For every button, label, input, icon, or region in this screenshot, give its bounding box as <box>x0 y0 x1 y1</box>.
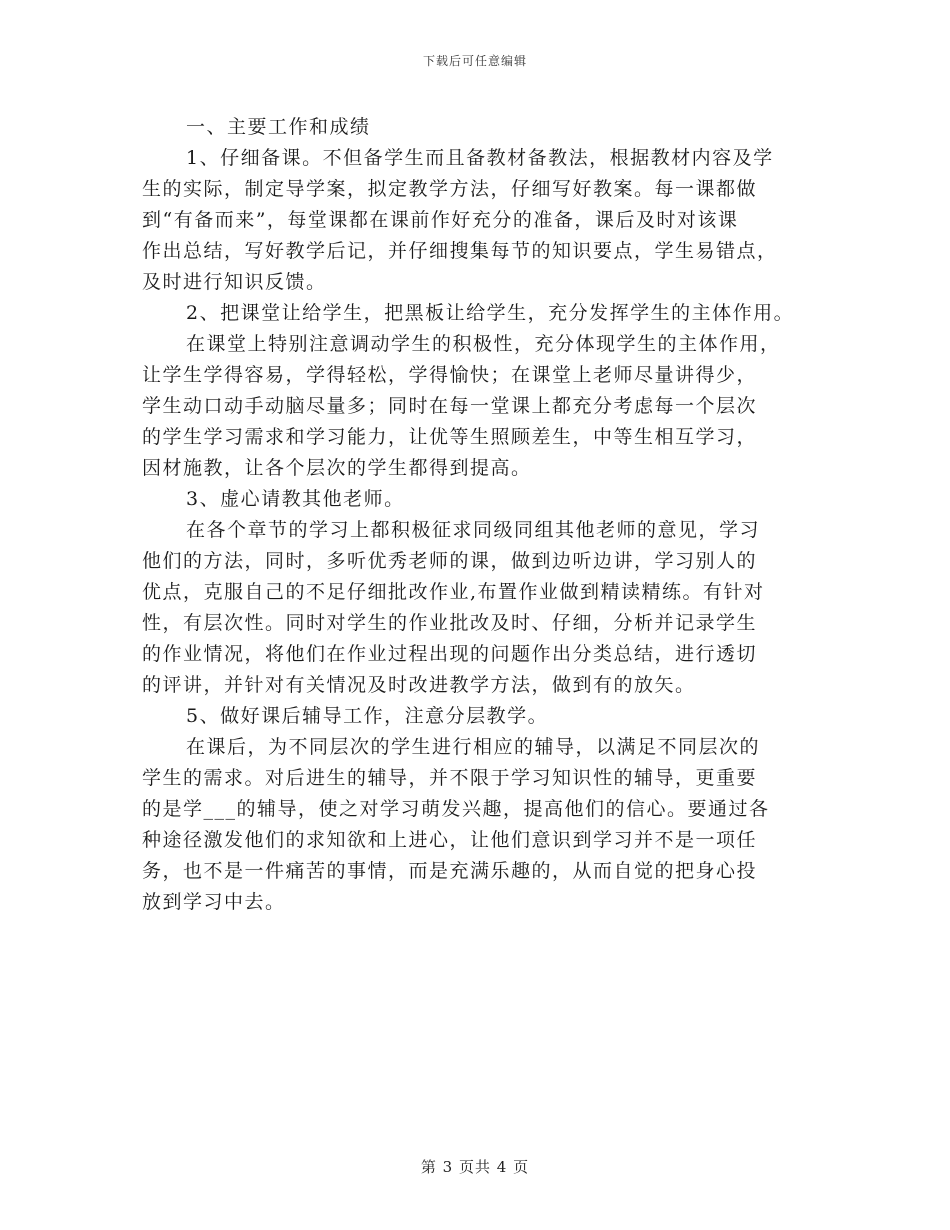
paragraph-line: 学生的需求。对后进生的辅导，并不限于学习知识性的辅导，更重要 <box>142 767 758 789</box>
paragraph-line: 在各个章节的学习上都积极征求同级同组其他老师的意见，学习 <box>186 519 761 541</box>
paragraph-line: 的是学___的辅导，使之对学习萌发兴趣，提高他们的信心。要通过各 <box>142 798 770 820</box>
paragraph-line: 优点，克服自己的不足仔细批改作业,布置作业做到精读精练。有针对 <box>142 581 765 603</box>
paragraph-line: 及时进行知识反馈。 <box>142 271 327 293</box>
page-footer: 第 3 页共 4 页 <box>420 1158 530 1176</box>
paragraph-line: 性，有层次性。同时对学生的作业批改及时、仔细，分析并记录学生 <box>142 612 758 634</box>
paragraph-line: 的学生学习需求和学习能力，让优等生照顾差生，中等生相互学习， <box>142 426 758 448</box>
paragraph-line: 3、虚心请教其他老师。 <box>186 488 405 510</box>
paragraph-line: 的作业情况，将他们在作业过程出现的问题作出分类总结，进行透切 <box>142 643 758 665</box>
paragraph-line: 2、把课堂让给学生，把黑板让给学生，充分发挥学生的主体作用。 <box>186 302 795 324</box>
paragraph-line: 在课堂上特别注意调动学生的积极性，充分体现学生的主体作用， <box>186 333 781 355</box>
paragraph-line: 因材施教，让各个层次的学生都得到提高。 <box>142 457 532 479</box>
paragraph-line: 到“有备而来”，每堂课都在课前作好充分的准备，课后及时对该课 <box>142 209 739 231</box>
paragraph-line: 种途径激发他们的求知欲和上进心，让他们意识到学习并不是一项任 <box>142 829 758 851</box>
paragraph-line: 学生动口动手动脑尽量多；同时在每一堂课上都充分考虑每一个层次 <box>142 395 758 417</box>
paragraph-line: 生的实际，制定导学案，拟定教学方法，仔细写好教案。每一课都做 <box>142 178 758 200</box>
paragraph-line: 的评讲，并针对有关情况及时改进教学方法，做到有的放矢。 <box>142 674 696 696</box>
paragraph-line: 务，也不是一件痛苦的事情，而是充满乐趣的，从而自觉的把身心投 <box>142 860 758 882</box>
paragraph-line: 1、仔细备课。不但备学生而且备教材备教法，根据教材内容及学 <box>186 147 774 169</box>
paragraph-line: 让学生学得容易，学得轻松，学得愉快；在课堂上老师尽量讲得少， <box>142 364 758 386</box>
paragraph-line: 他们的方法，同时，多听优秀老师的课，做到边听边讲，学习别人的 <box>142 550 758 572</box>
paragraph-line: 在课后，为不同层次的学生进行相应的辅导，以满足不同层次的 <box>186 736 761 758</box>
document-body <box>142 112 832 918</box>
paragraph-line: 放到学习中去。 <box>142 891 286 913</box>
section-heading: 一、主要工作和成绩 <box>186 116 371 138</box>
page-header: 下载后可任意编辑 <box>422 54 527 68</box>
paragraph-line: 作出总结，写好教学后记，并仔细搜集每节的知识要点，学生易错点， <box>142 240 778 262</box>
paragraph-line: 5、做好课后辅导工作，注意分层教学。 <box>186 705 549 727</box>
